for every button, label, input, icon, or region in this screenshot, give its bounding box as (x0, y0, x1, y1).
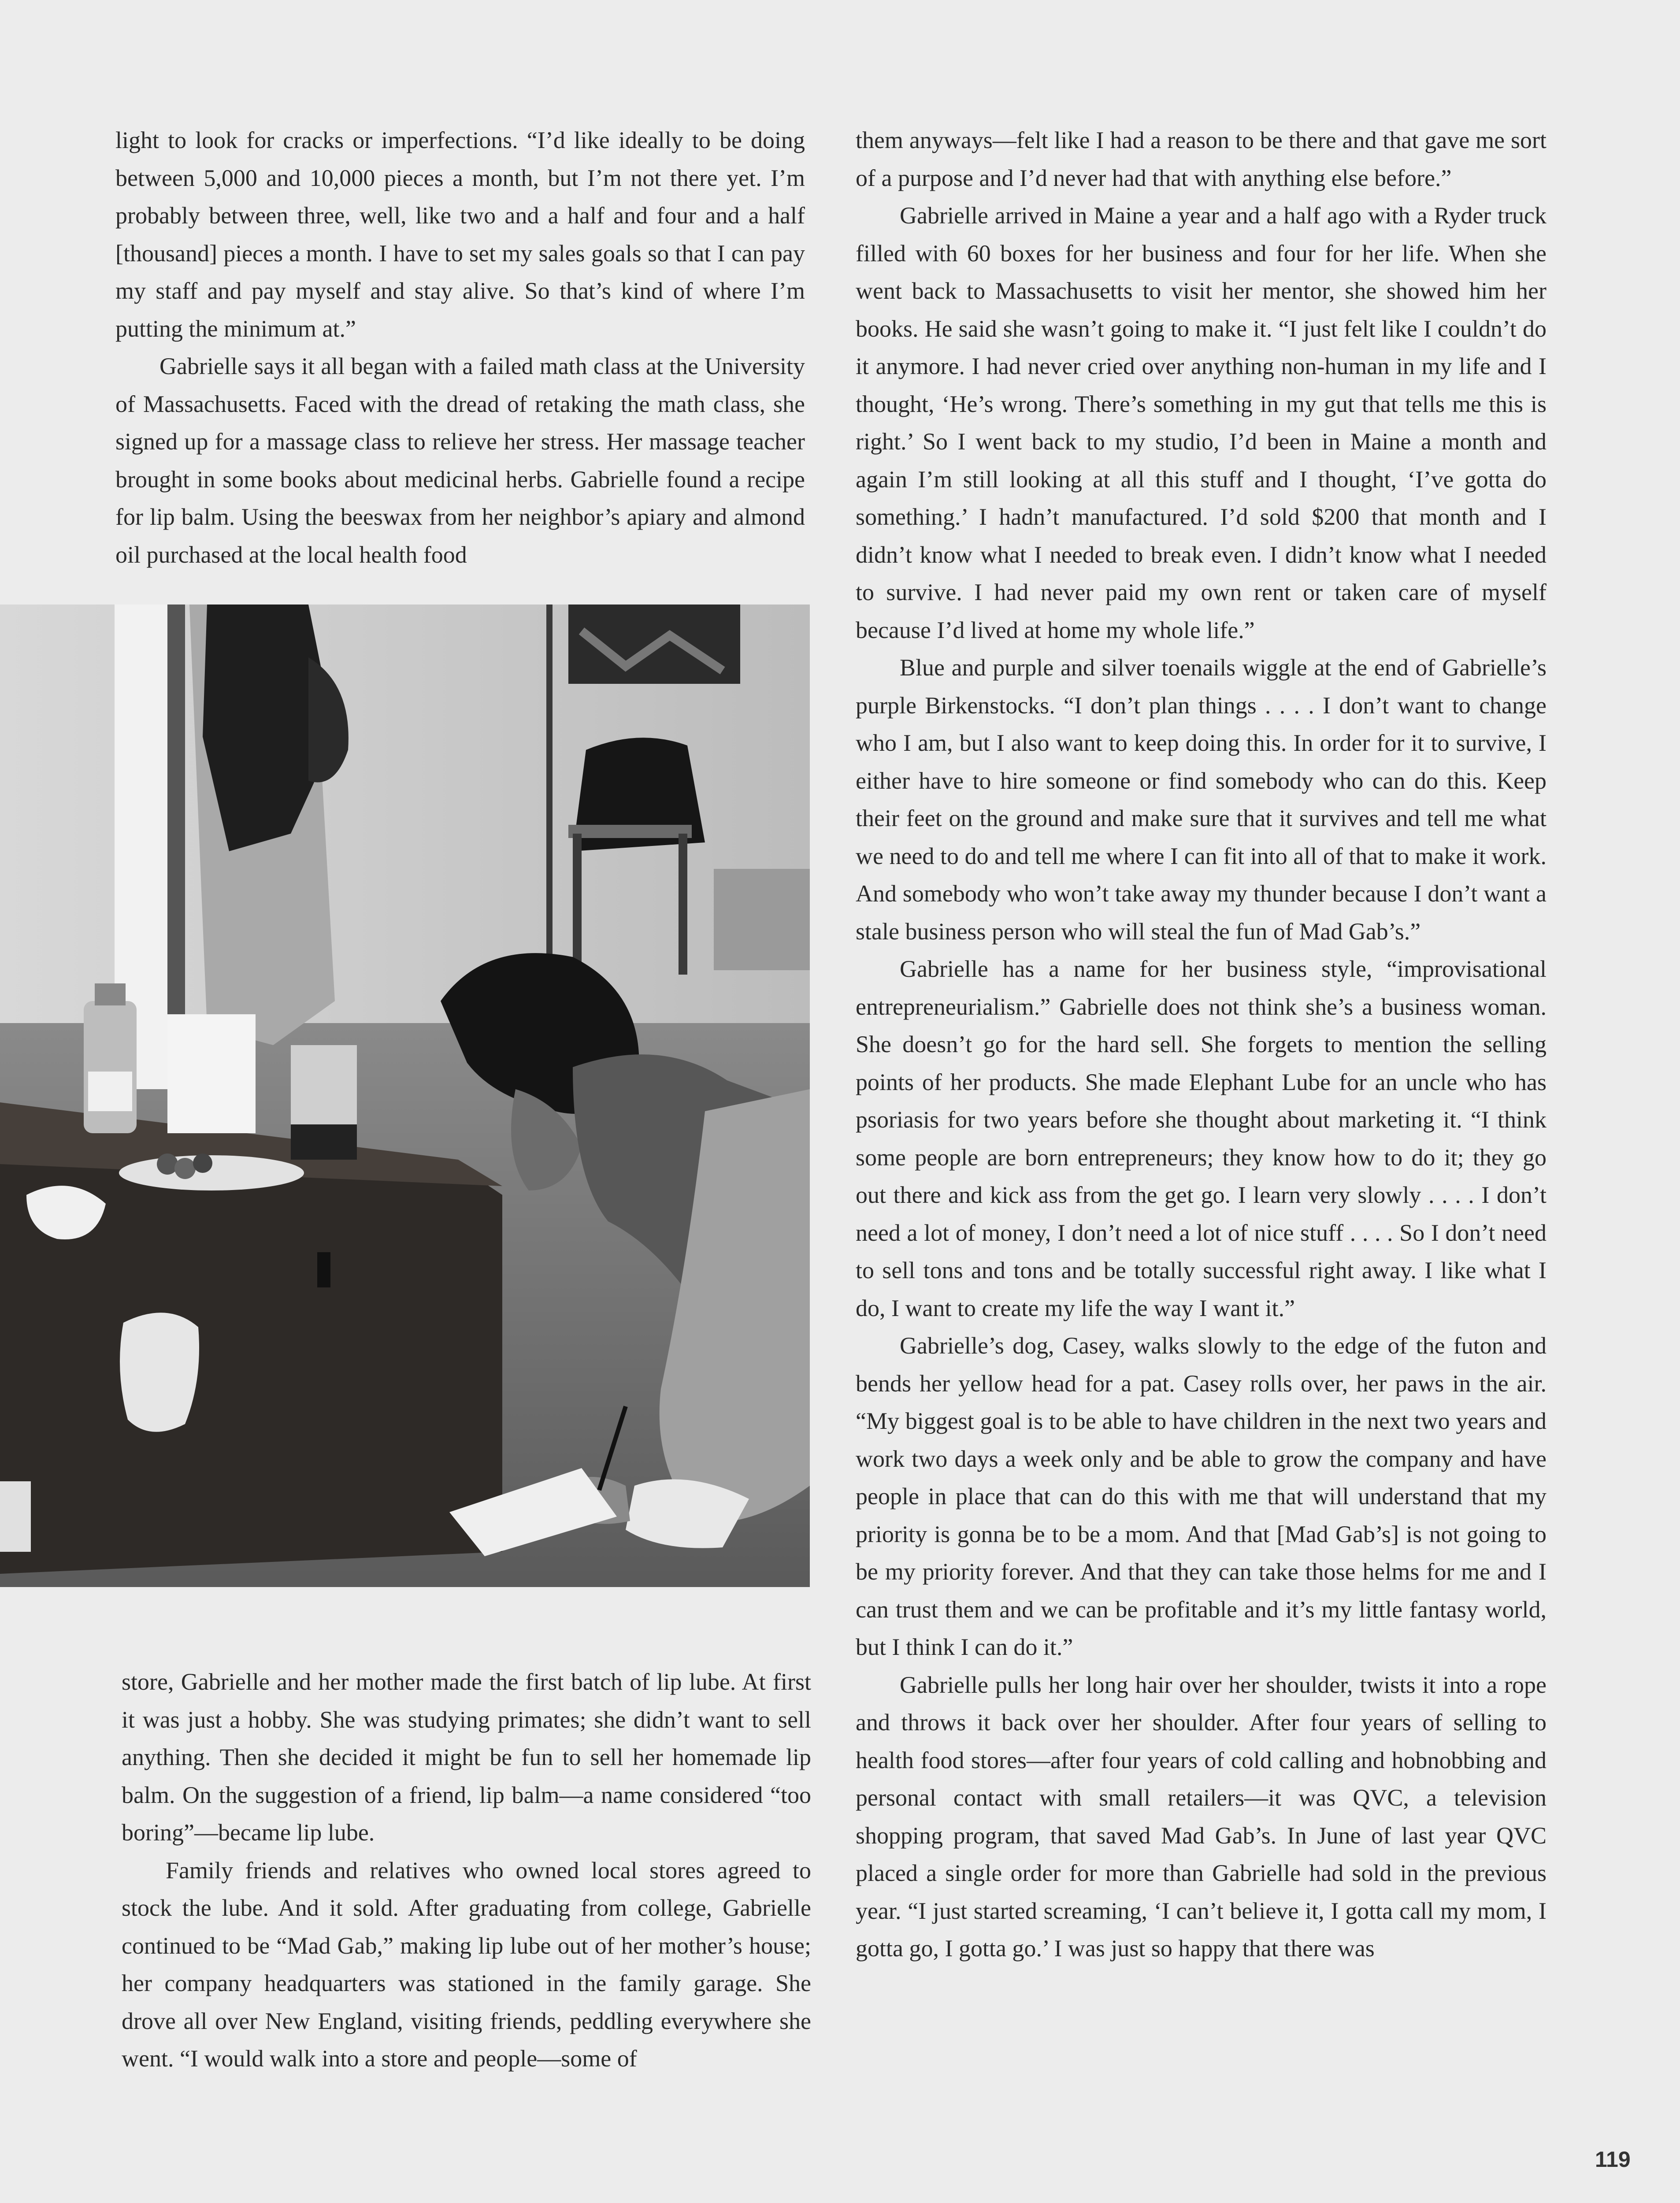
paragraph: Gabrielle pulls her long hair over her shoulder, twists it into a rope and throws it back over her shoulder. After four years of selling to health food stores—after four years of cold calling and hobnobbing and personal contact with small retailers—it was QVC, a television shopping program, that saved Mad Gab’s. In June of last year QVC placed a single order for more than Gabrielle had sold in the previous year. “I just started screaming, ‘I can’t believe it, I gotta call my mom, I gotta go, I gotta go.’ I was just so happy that there was (856, 1671, 1546, 1962)
paragraph: light to look for cracks or imperfections. “I’d like ideally to be doing between 5,000 and 10,000 pieces a month, but I’m not there yet. I’m probably between three, well, like two and a half and four and a half [thousand] pieces a month. I have to set my sales goals so that I can pay my staff and pay myself and stay alive. So that’s kind of where I’m putting the minimum at.” (115, 127, 805, 342)
photo-icon (0, 605, 810, 1587)
paragraph: Gabrielle says it all began with a failed math class at the University of Massachusetts. Faced with the dread of retaking the math class, she signed up for a massage class to relieve her stress. Her massage teacher brought in some books about medicinal herbs. Gabrielle found a recipe for lip balm. Using the beeswax from her neighbor’s apiary and almond oil purchased at the local health food (115, 353, 805, 568)
photo-woman-writing (0, 605, 810, 1587)
paragraph: Gabrielle has a name for her business style, “improvisational entrepreneurialism.” Gabrielle does not think she’s a business woman. She doesn’t go for the hard sell. She forgets to mention the selling points of her products. She made Elephant Lube for an uncle who has psoriasis for two years before she thought about marketing it. “I think some people are born entrepreneurs; they know how to do it; they go out there and kick ass from the get go. I learn very slowly . . . . I don’t need a lot of money, I don’t need a lot of nice stuff . . . . So I don’t need to sell tons and tons and be totally successful right away. I like what I do, I want to create my life the way I want it.” (856, 956, 1546, 1321)
paragraph: Gabrielle arrived in Maine a year and a half ago with a Ryder truck filled with 60 boxes for her business and four for her life. When she went back to Massachusetts to visit her mentor, she showed him her books. He said she wasn’t going to make it. “I just felt like I couldn’t do it anymore. I had never cried over anything non-human in my life and I thought, ‘He’s wrong. There’s something in my gut that tells me this is right.’ So I went back to my studio, I’d been in Maine a month and again I’m still looking at all this stuff and I thought, ‘I’ve gotta do something.’ I hadn’t manufactured. I’d sold $200 that month and I didn’t know what I needed to break even. I didn’t know what I needed to survive. I had never paid my own rent or taken care of myself because I’d lived at home my whole life.” (856, 202, 1546, 643)
left-column-bottom (122, 1663, 811, 2078)
right-column (856, 122, 1546, 1968)
left-column-top (115, 122, 805, 574)
paragraph: them anyways—felt like I had a reason to be there and that gave me sort of a purpose and I’d never had that with anything else before.” (856, 127, 1546, 191)
paragraph: store, Gabrielle and her mother made the first batch of lip lube. At first it was just a hobby. She was studying primates; she didn’t want to sell anything. Then she decided it might be fun to sell her homemade lip balm. On the suggestion of a friend, lip balm—a name considered “too boring”—became lip lube. (122, 1669, 811, 1846)
page-number: 119 (1595, 2147, 1631, 2172)
paragraph: Blue and purple and silver toenails wiggle at the end of Gabrielle’s purple Birkenstocks. “I don’t plan things . . . . I don’t want to change who I am, but I also want to keep doing this. In order for it to survive, I either have to hire someone or find somebody who can do this. Keep their feet on the ground and make sure that it survives and tell me what we need to do and tell me where I can fit into all of that to make it work. And somebody who won’t take away my thunder because I don’t want a stale business person who will steal the fun of Mad Gab’s.” (856, 654, 1546, 945)
paragraph: Gabrielle’s dog, Casey, walks slowly to the edge of the futon and bends her yellow head for a pat. Casey rolls over, her paws in the air. “My biggest goal is to be able to have children in the next two years and work two days a week only and be able to grow the company and have people in place that can do this with me that will understand that my priority is gonna be to be a mom. And that [Mad Gab’s] is not going to be my priority forever. And that they can take those helms for me and I can trust them and we can be profitable and it’s my little fantasy world, but I think I can do it.” (856, 1332, 1546, 1660)
paragraph: Family friends and relatives who owned local stores agreed to stock the lube. And it sold. After graduating from college, Gabrielle continued to be “Mad Gab,” making lip lube out of her mother’s house; her company headquarters was stationed in the family garage. She drove all over New England, visiting friends, peddling everywhere she went. “I would walk into a store and people—some of (122, 1857, 811, 2072)
